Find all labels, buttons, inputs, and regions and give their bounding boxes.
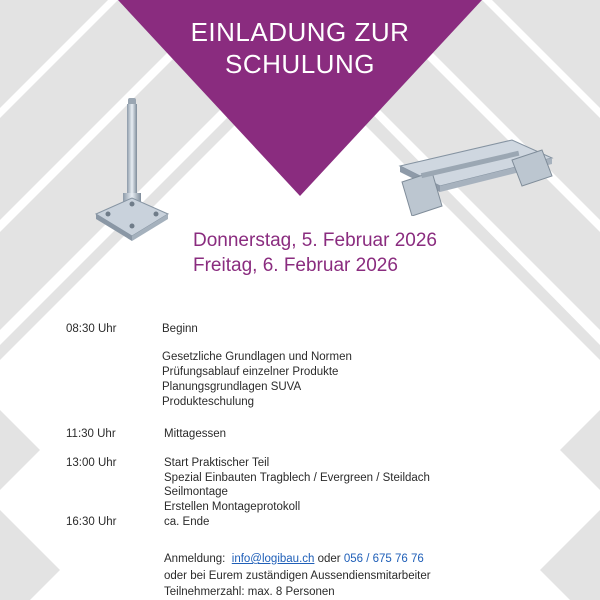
date-day-1: Donnerstag, 5. Februar 2026 <box>193 230 437 251</box>
schedule-item: Produkteschulung <box>162 396 255 408</box>
phone-number: 056 / 675 76 76 <box>343 553 424 565</box>
schedule-item: Start Praktischer Teil <box>164 457 270 469</box>
title-line-1: EINLADUNG ZUR <box>190 17 410 47</box>
email-link[interactable]: info@logibau.ch <box>231 553 315 565</box>
schedule-item-ende: ca. Ende <box>164 516 210 528</box>
time-1300: 13:00 Uhr <box>66 457 117 469</box>
time-1130: 11:30 Uhr <box>66 428 116 440</box>
registration-line <box>164 552 424 566</box>
schedule-item-mittagessen: Mittagessen <box>164 428 227 440</box>
product-image-post-anchor <box>92 98 172 243</box>
time-0830: 08:30 Uhr <box>66 323 117 335</box>
time-1630: 16:30 Uhr <box>66 516 117 528</box>
registration-or: oder <box>317 553 341 565</box>
registration-label: Anmeldung: <box>164 553 226 565</box>
schedule-item: Erstellen Montageprotokoll <box>164 501 301 513</box>
participant-limit: Teilnehmerzahl: max. 8 Personen <box>164 586 335 598</box>
schedule-item-beginn: Beginn <box>162 323 198 335</box>
schedule-item: Seilmontage <box>164 486 228 498</box>
product-image-rail-bracket <box>392 136 562 216</box>
schedule-item: Spezial Einbauten Tragblech / Evergreen / Steildach <box>164 472 430 484</box>
schedule-item: Prüfungsablauf einzelner Produkte <box>162 366 339 378</box>
schedule-item: Planungsgrundlagen SUVA <box>162 381 302 393</box>
date-day-2: Freitag, 6. Februar 2026 <box>193 255 398 276</box>
registration-contact: oder bei Eurem zuständigen Aussendiensmitarbeiter <box>164 570 431 582</box>
title-line-2: SCHULUNG <box>225 49 375 79</box>
schedule-item: Gesetzliche Grundlagen und Normen <box>162 351 352 363</box>
